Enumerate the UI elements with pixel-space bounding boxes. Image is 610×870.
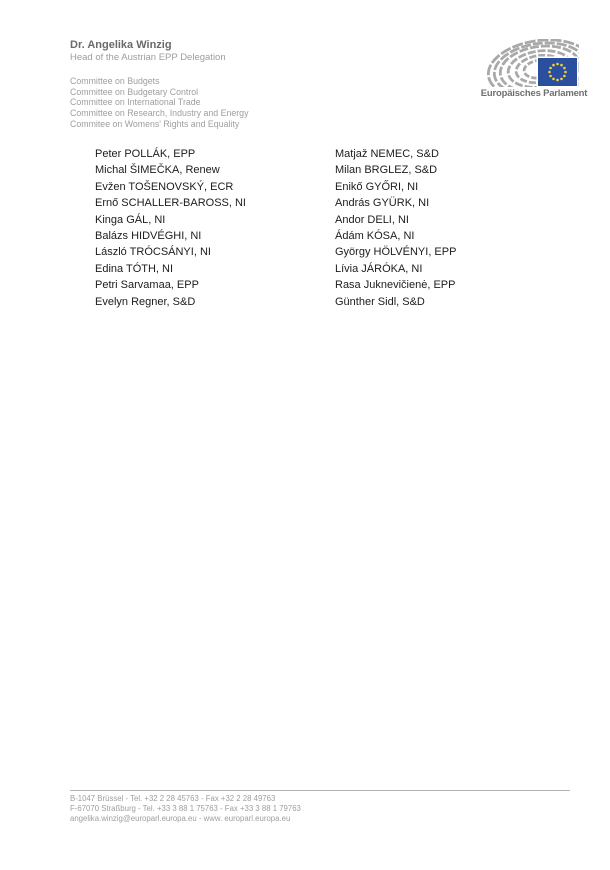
- member-item: Rasa Juknevičienė, EPP: [335, 279, 456, 292]
- member-item: Matjaž NEMEC, S&D: [335, 148, 439, 160]
- member-item: Petri Sarvamaa, EPP: [95, 279, 199, 292]
- footer-line: F-67070 Straßburg - Tel. +33 3 88 1 75763 - Fax +33 3 88 1 79763: [70, 804, 301, 813]
- footer-line: B-1047 Brüssel - Tel. +32 2 28 45763 - Fax +32 2 28 49763: [70, 794, 276, 803]
- member-item: Lívia JÁRÓKA, NI: [335, 262, 423, 275]
- logo-caption: Europäisches Parlament: [480, 88, 588, 99]
- committee-item: Committee on Budgets: [70, 76, 160, 86]
- committee-item: Committee on Research, Industry and Energy: [70, 108, 249, 119]
- footer-line: angelika.winzig@europarl.europa.eu - www. europarl.europa.eu: [70, 814, 291, 823]
- member-item: Edina TÓTH, NI: [95, 262, 174, 275]
- member-item: Milan BRGLEZ, S&D: [335, 164, 438, 177]
- member-item: Andor DELI, NI: [335, 213, 409, 226]
- member-item: András GYÜRK, NI: [335, 197, 430, 210]
- member-item: László TRÓCSÁNYI, NI: [95, 246, 211, 259]
- member-item: Balázs HIDVÉGHI, NI: [95, 230, 202, 243]
- committee-item: Committee on Budgetary Control: [70, 86, 199, 97]
- member-item: Evelyn Regner, S&D: [95, 295, 196, 308]
- member-item: György HÖLVÉNYI, EPP: [335, 246, 457, 259]
- member-item: Michal ŠIMEČKA, Renew: [95, 164, 220, 177]
- member-item: Evžen TOŠENOVSKÝ, ECR: [95, 180, 234, 193]
- committee-item: Committee on International Trade: [70, 97, 201, 108]
- member-item: Ádám KÓSA, NI: [335, 230, 415, 243]
- committee-list: [70, 76, 248, 130]
- ep-hemicycle-icon: [487, 39, 579, 87]
- sender-role: Head of the Austrian EPP Delegation: [70, 52, 226, 63]
- footer-block: [70, 790, 570, 824]
- member-list-left: [95, 146, 246, 310]
- sender-name: Dr. Angelika Winzig: [70, 39, 172, 51]
- european-parliament-logo: [478, 39, 590, 99]
- committee-item: Commitee on Womens' Rights and Equality: [70, 118, 240, 129]
- sender-block: [70, 39, 226, 63]
- eu-flag-icon: [537, 57, 579, 88]
- member-item: Kinga GÁL, NI: [95, 213, 166, 226]
- member-list-right: [335, 146, 456, 310]
- member-item: Peter POLLÁK, EPP: [95, 148, 196, 160]
- member-item: Ernő SCHALLER-BAROSS, NI: [95, 197, 246, 210]
- member-item: Enikő GYŐRI, NI: [335, 180, 419, 193]
- member-item: Günther Sidl, S&D: [335, 295, 425, 308]
